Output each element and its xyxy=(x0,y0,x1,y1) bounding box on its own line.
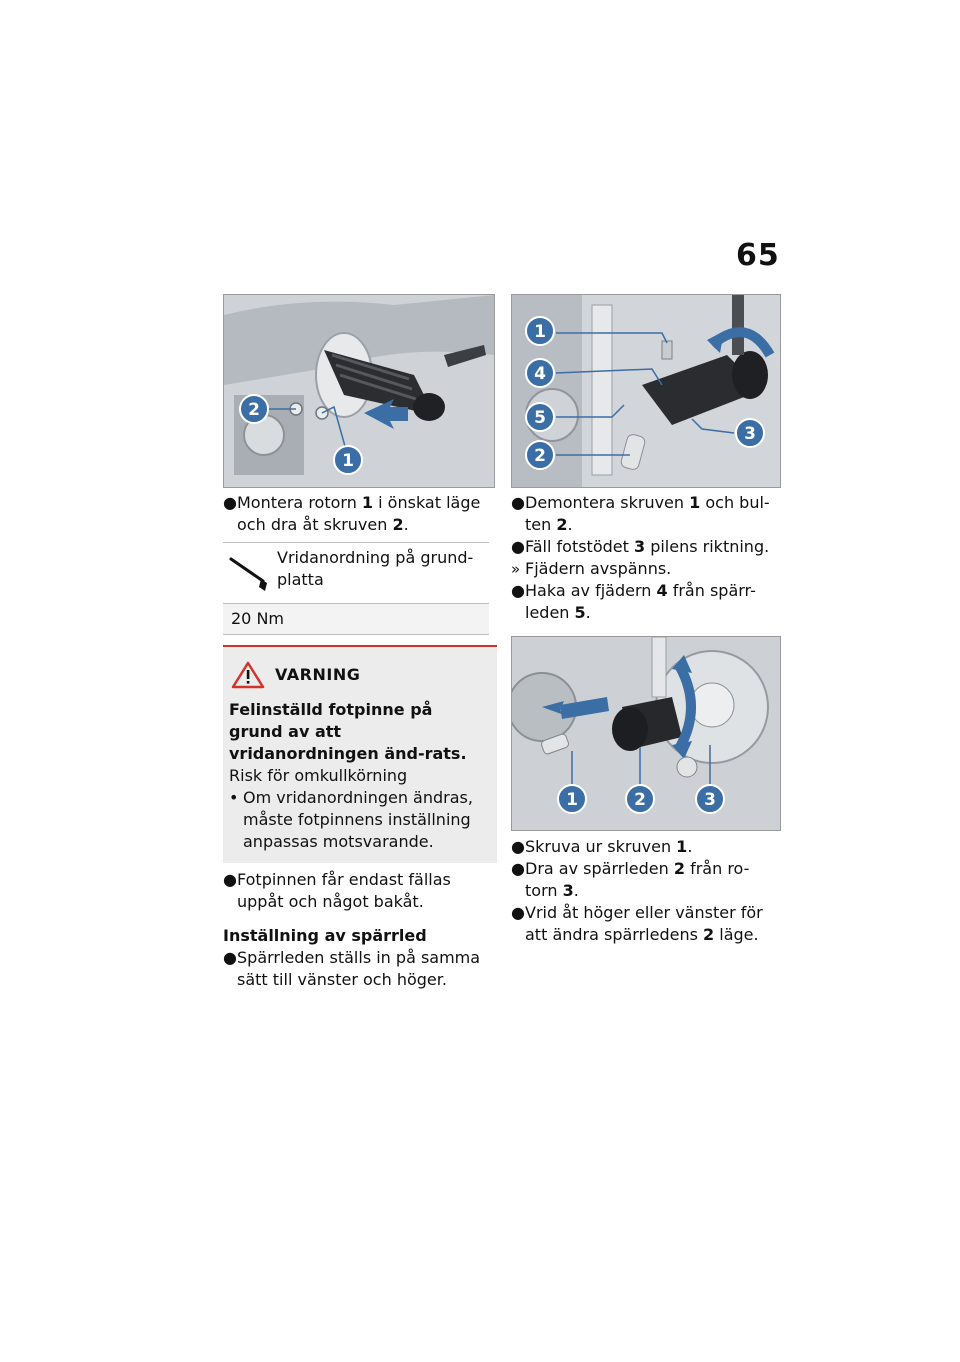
step-text: pilens riktning. xyxy=(645,537,770,556)
callout-2: 2 xyxy=(534,446,546,466)
callout-badge xyxy=(526,441,554,469)
step-text: från spärr-leden xyxy=(525,581,756,622)
callout-badge xyxy=(240,395,268,423)
step-text: och bul-ten xyxy=(525,493,770,534)
step-text: Dra av spärrleden xyxy=(525,859,674,878)
callout-ref: 1 xyxy=(676,837,688,856)
warning-title: VARNING xyxy=(275,665,361,684)
bullet-icon: ● xyxy=(511,537,525,556)
step-text: Fotpinnen får endast fällas uppåt och något bakåt. xyxy=(237,870,451,911)
bullet-icon: ● xyxy=(223,948,237,967)
callout-badge xyxy=(626,785,654,813)
torque-wrench-icon xyxy=(229,553,273,593)
bullet-icon: • xyxy=(229,788,239,807)
callout-ref: 2 xyxy=(673,859,685,878)
callout-ref: 2 xyxy=(556,515,568,534)
step-text: Vrid åt höger eller vänster för att ändra spärrledens xyxy=(525,903,763,944)
callout-badge xyxy=(736,419,764,447)
callout-ref: 3 xyxy=(633,537,646,556)
callout-3: 3 xyxy=(744,424,756,444)
callout-1: 1 xyxy=(566,790,578,810)
figure-rotor-mounting xyxy=(223,294,495,488)
spec-value: 20 Nm xyxy=(223,603,489,634)
step-text: . xyxy=(403,515,409,534)
callout-badge xyxy=(526,317,554,345)
callout-badge xyxy=(526,359,554,387)
step-text: . xyxy=(573,881,579,900)
callout-ref: 2 xyxy=(392,515,404,534)
footrest-illustration xyxy=(512,295,780,487)
figure-footrest-removal xyxy=(511,294,781,488)
callout-2: 2 xyxy=(248,400,260,420)
warning-heading: Felinställd fotpinne på grund av att vridanordningen änd-rats. xyxy=(229,700,467,763)
callout-2: 2 xyxy=(634,790,646,810)
callout-1: 1 xyxy=(342,451,354,471)
bullet-icon: ● xyxy=(511,837,525,856)
callout-ref: 2 xyxy=(703,925,715,944)
step-pull-detent xyxy=(511,858,781,902)
step-text: Haka av fjädern xyxy=(525,581,657,600)
callout-ref: 3 xyxy=(562,881,574,900)
page-number: 65 xyxy=(736,238,780,273)
callout-5: 5 xyxy=(534,408,546,428)
callout-badge xyxy=(526,403,554,431)
bullet-icon: ● xyxy=(511,903,525,922)
detent-illustration xyxy=(512,637,780,830)
warning-triangle-icon xyxy=(231,661,265,689)
callout-badge xyxy=(334,446,362,474)
figure-detent-adjustment xyxy=(511,636,781,831)
step-remove-screw xyxy=(511,492,781,536)
warning-risk: Risk för omkullkörning xyxy=(229,766,408,785)
step-adjust-detent xyxy=(223,947,495,991)
step-text: . xyxy=(585,603,591,622)
step-mount-rotor xyxy=(223,492,495,536)
step-text: . xyxy=(567,515,573,534)
step-text: i önskat läge och dra åt skruven xyxy=(237,493,481,534)
rotor-illustration xyxy=(224,295,494,487)
callout-ref: 4 xyxy=(656,581,668,600)
step-text: från ro-torn xyxy=(525,859,750,900)
warning-box xyxy=(223,645,497,863)
step-unscrew xyxy=(511,836,781,858)
result-spring-released xyxy=(511,558,781,580)
right-column-lower xyxy=(511,836,781,946)
callout-ref: 1 xyxy=(361,493,374,512)
step-fold-footrest-arrow xyxy=(511,536,781,558)
step-rotate-detent xyxy=(511,902,781,946)
bullet-icon: ● xyxy=(223,493,237,512)
left-column xyxy=(223,492,495,991)
step-fold-footrest xyxy=(223,869,495,913)
callout-badge xyxy=(558,785,586,813)
step-unhook-spring xyxy=(511,580,781,624)
step-text: Montera rotorn xyxy=(237,493,362,512)
result-text: Fjädern avspänns. xyxy=(525,559,672,578)
callout-3: 3 xyxy=(704,790,716,810)
step-text: Demontera skruven xyxy=(525,493,690,512)
measure-text: Om vridanordningen ändras, måste fotpinnens inställning anpassas motsvarande. xyxy=(243,788,473,851)
section-title: Inställning av spärrled xyxy=(223,926,427,945)
bullet-icon: ● xyxy=(511,581,525,600)
step-text: läge. xyxy=(714,925,759,944)
spec-title: Vridanordning på grund-platta xyxy=(277,548,474,589)
result-arrow-icon: » xyxy=(511,560,521,578)
callout-1: 1 xyxy=(534,322,546,342)
step-text: Skruva ur skruven xyxy=(525,837,677,856)
callout-4: 4 xyxy=(534,364,546,384)
step-text: Spärrleden ställs in på samma sätt till vänster och höger. xyxy=(237,948,481,989)
step-text: Fäll fotstödet xyxy=(525,537,634,556)
warning-measure xyxy=(229,787,491,853)
callout-ref: 1 xyxy=(689,493,701,512)
torque-spec xyxy=(223,542,489,635)
step-text: . xyxy=(687,837,693,856)
right-column xyxy=(511,492,781,624)
bullet-icon: ● xyxy=(223,870,237,889)
callout-badge xyxy=(696,785,724,813)
callout-ref: 5 xyxy=(574,603,586,622)
bullet-icon: ● xyxy=(511,859,525,878)
bullet-icon: ● xyxy=(511,493,525,512)
